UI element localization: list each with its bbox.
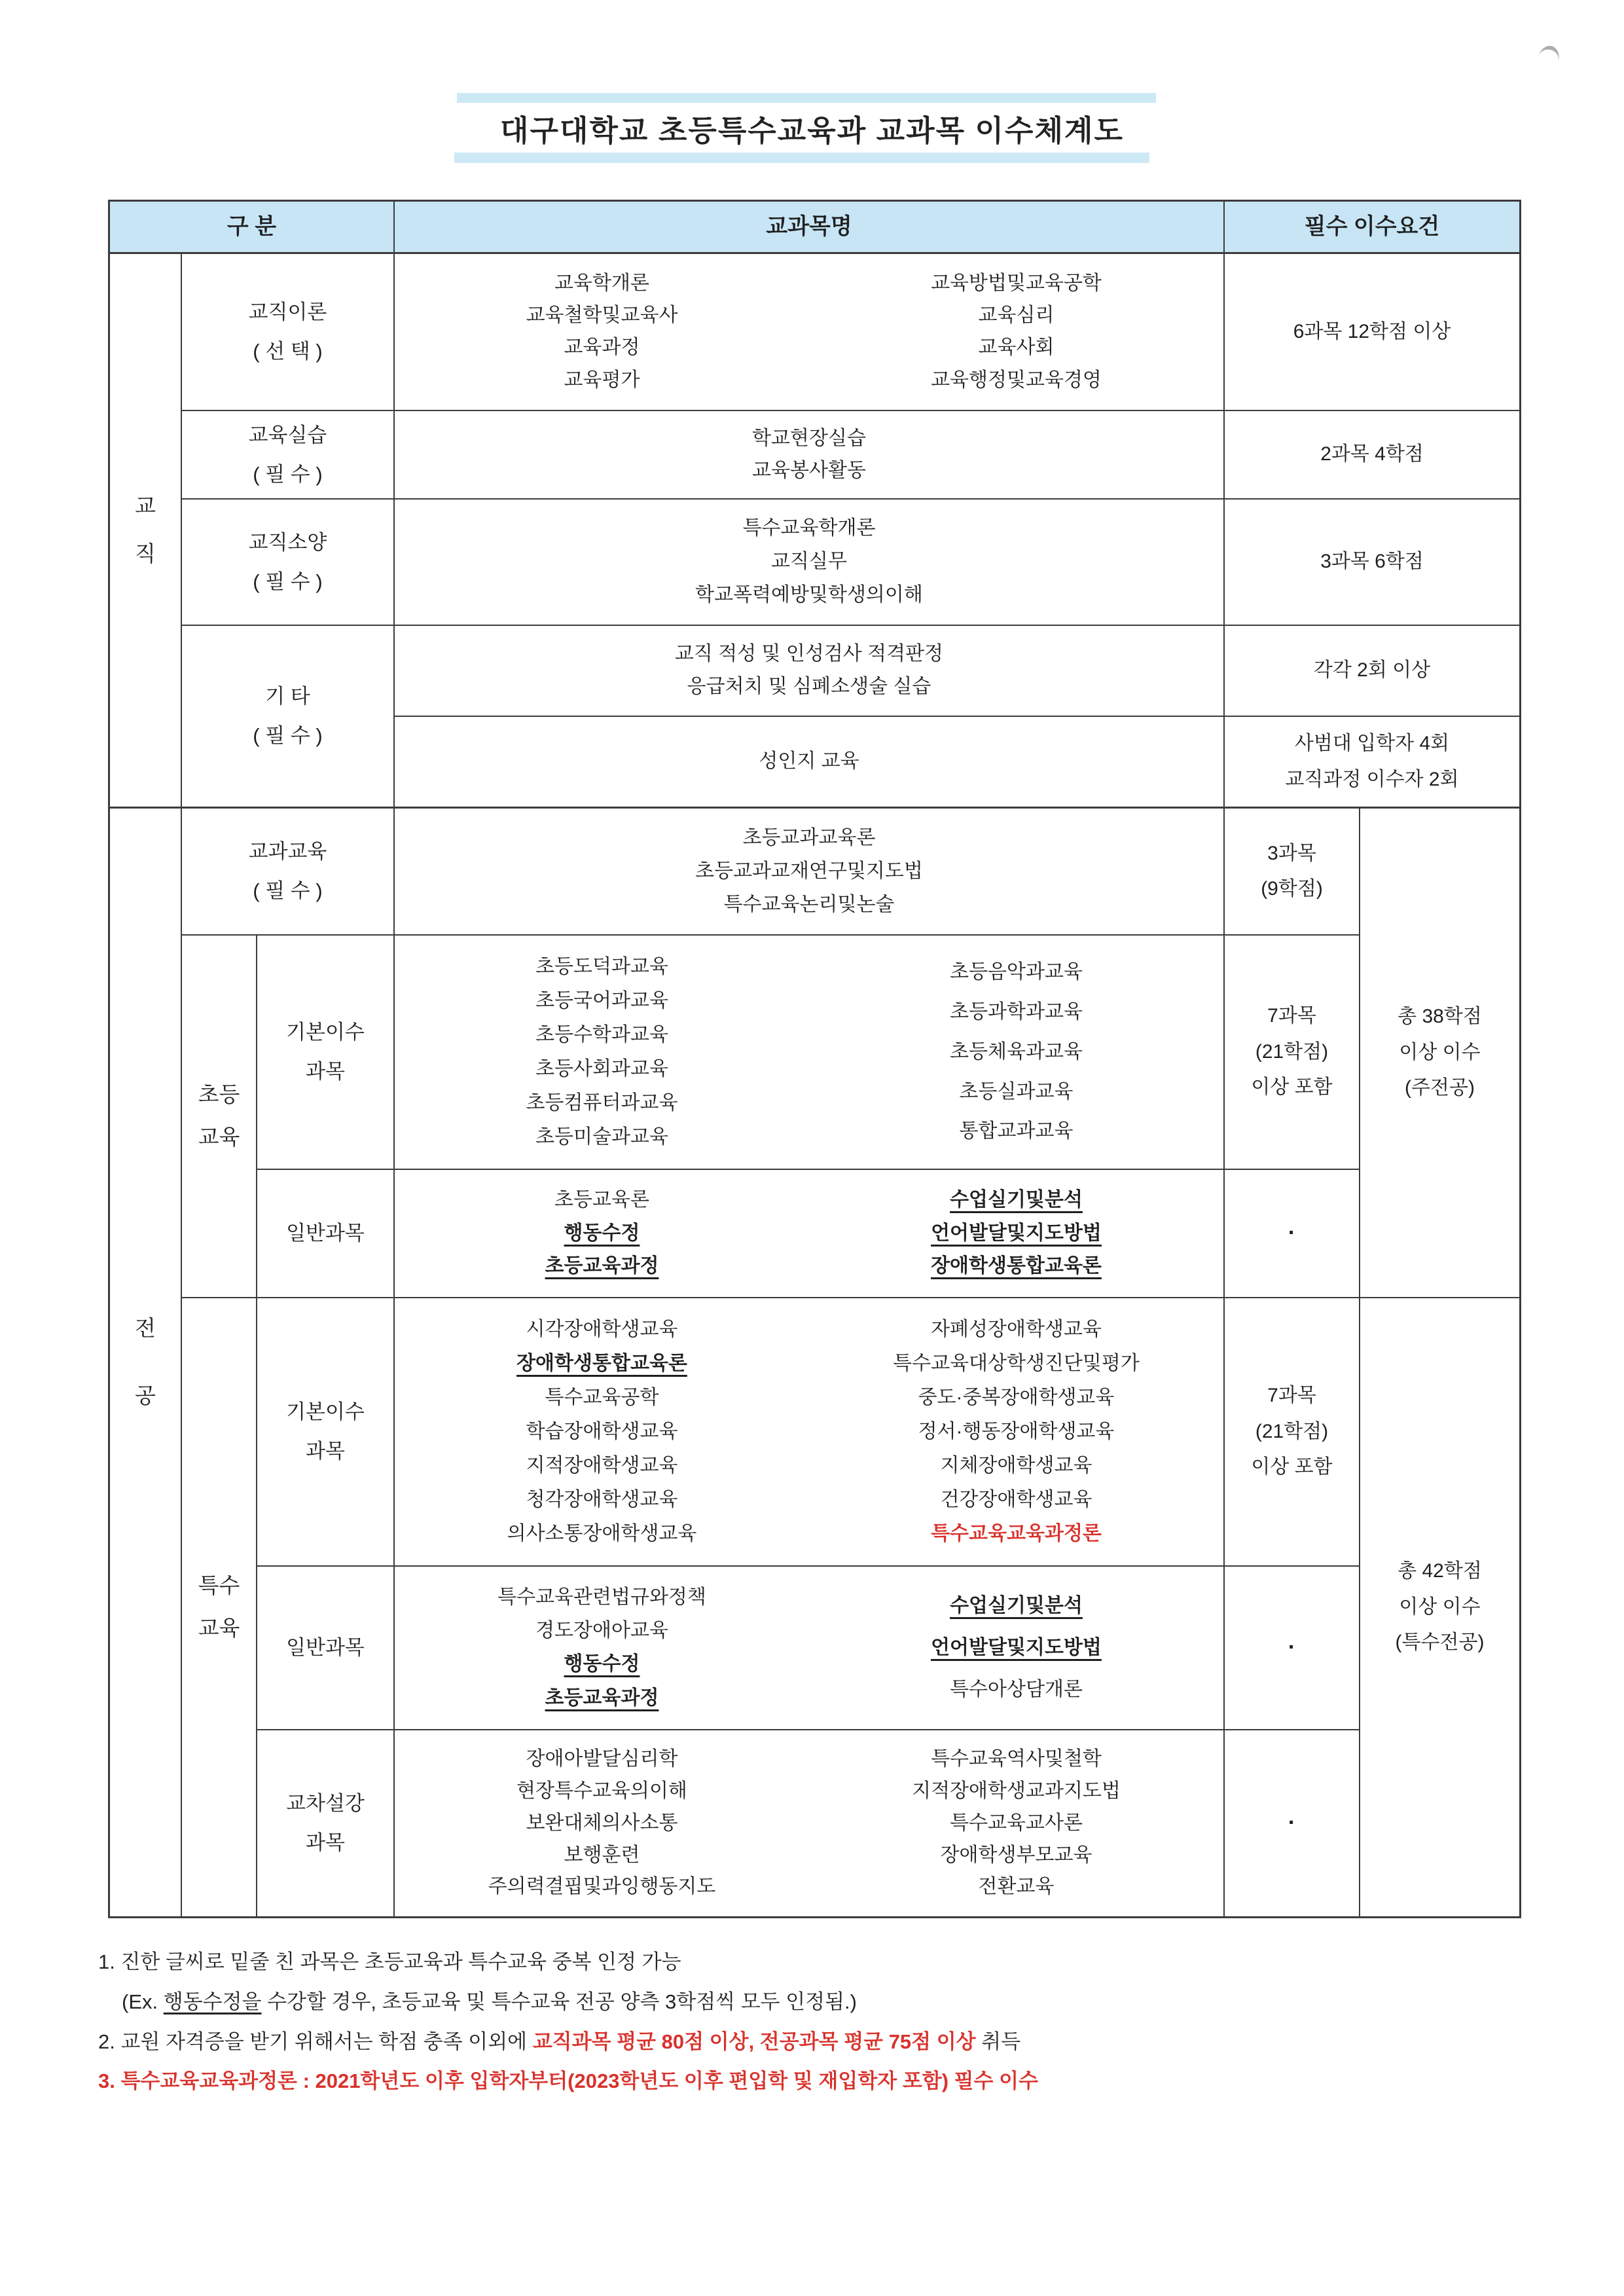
group-label-chodeung: [182, 936, 257, 1298]
group-label-line: 초등: [198, 1082, 240, 1107]
course-item: 행동수정: [564, 1653, 640, 1675]
course-item: 주의력결핍및과잉행동지도: [488, 1876, 716, 1898]
course-item: 교육심리: [978, 304, 1055, 327]
requirement-cell-etc-gender: [1225, 717, 1519, 809]
course-cell-general-sp: [395, 1567, 1225, 1730]
group-label-gyojik: [110, 254, 182, 809]
course-column-left: [395, 936, 809, 1169]
note-3: 3. 특수교육교육과정론 : 2021학년도 이후 입학자부터(2023학년도 이후 편입학 및 재입학자 포함) 필수 이수: [98, 2069, 1039, 2093]
course-column-left: [395, 1567, 809, 1729]
course-item: 중도·중복장애학생교육: [918, 1386, 1115, 1408]
course-item: 현장특수교육의이해: [516, 1780, 687, 1802]
course-item: 특수교육관련법규와정책: [497, 1586, 706, 1608]
course-item: 교육봉사활동: [752, 459, 866, 481]
requirement-cell-soyang: 3과목 6학점: [1225, 500, 1519, 626]
group-label-line: 전: [135, 1316, 156, 1341]
requirement-cell-practice: 2과목 4학점: [1225, 411, 1519, 500]
category-cell-cross: [257, 1730, 395, 1916]
note-1-example: [98, 1990, 1538, 2015]
course-item: 보행훈련: [564, 1844, 640, 1866]
course-item: 특수교육대상학생진단및평가: [893, 1352, 1140, 1374]
category-cell-etc: [182, 626, 395, 809]
course-cell-soyang: [395, 500, 1225, 626]
course-item: 초등수학과교육: [535, 1023, 668, 1046]
total-line: (특수전공): [1395, 1631, 1485, 1654]
course-item: 행동수정: [564, 1222, 640, 1244]
requirement-line: 이상 포함: [1251, 1456, 1333, 1478]
header-cell-requirement: 필수 이수요건: [1225, 202, 1519, 254]
course-item: 수업실기및분석: [950, 1594, 1083, 1616]
requirement-line: 이상 포함: [1251, 1076, 1333, 1099]
course-item: 초등교육과정: [545, 1686, 659, 1709]
category-cell-theory: [182, 254, 395, 411]
course-item: 초등도덕과교육: [535, 955, 668, 977]
course-column-left: [395, 254, 809, 410]
course-cell-etc-tests: [395, 626, 1225, 717]
requirement-line: 7과목: [1267, 1385, 1316, 1407]
course-cell-basic-sp: [395, 1298, 1225, 1567]
total-line: 총 42학점: [1398, 1560, 1482, 1582]
course-column-right: [809, 1730, 1223, 1916]
course-item: 보완대체의사소통: [526, 1812, 678, 1834]
highlight-bar-bottom: [454, 153, 1149, 163]
course-item: 교육평가: [564, 369, 640, 391]
requirement-line: (9학점): [1261, 878, 1323, 900]
course-item: 지적장애학생교과지도법: [912, 1780, 1121, 1802]
course-item: 교육학개론: [554, 272, 649, 294]
category-sublabel: ( 필 수 ): [253, 879, 323, 902]
category-cell-practice: [182, 411, 395, 500]
course-item: 경도장애아교육: [535, 1620, 668, 1642]
requirement-cell-cross: ·: [1225, 1730, 1360, 1916]
requirement-line: 교직과정 이수자 2회: [1285, 768, 1459, 790]
group-label-line: 교육: [198, 1125, 240, 1149]
course-item: 언어발달및지도방법: [931, 1222, 1102, 1244]
total-line: (주전공): [1405, 1077, 1475, 1099]
course-item: 자폐성장애학생교육: [931, 1318, 1102, 1340]
course-item: 초등교육론: [554, 1189, 649, 1211]
course-item: 초등교과교육론: [742, 826, 876, 848]
course-item: 특수교육교사론: [950, 1812, 1083, 1834]
group-label-teuksu: [182, 1298, 257, 1916]
course-item: 특수교육역사및철학: [931, 1748, 1102, 1770]
category-label: 교직소양: [248, 530, 327, 554]
curriculum-table: [108, 200, 1521, 1918]
course-item: 통합교과교육: [959, 1120, 1074, 1142]
course-column-right: [809, 936, 1223, 1169]
course-item: 초등사회과교육: [535, 1057, 668, 1080]
total-line: 이상 이수: [1399, 1595, 1481, 1618]
requirement-cell-etc-tests: 각각 2회 이상: [1225, 626, 1519, 717]
course-item: 장애학생부모교육: [940, 1844, 1092, 1866]
header-cell-category: 구 분: [110, 202, 395, 254]
course-column-left: [395, 1298, 809, 1565]
total-cell-special: [1360, 1298, 1519, 1916]
course-item: 지체장애학생교육: [940, 1454, 1092, 1476]
course-item: 초등실과교육: [959, 1080, 1074, 1102]
course-item: 교직 적성 및 인성검사 적격판정: [674, 643, 944, 665]
course-item: 교육행정및교육경영: [931, 369, 1102, 391]
header-cell-course-name: 교과목명: [395, 202, 1225, 254]
course-cell-theory: [395, 254, 1225, 411]
requirement-cell-basic-elem: [1225, 936, 1360, 1170]
requirement-cell-gyogwa: [1225, 809, 1360, 936]
course-item: 특수교육논리및논술: [723, 893, 895, 915]
course-item: 수업실기및분석: [950, 1189, 1083, 1211]
course-item: 장애아발달심리학: [526, 1748, 678, 1770]
category-label: 교차설강: [286, 1792, 365, 1815]
requirement-line: (21학점): [1255, 1420, 1329, 1442]
scan-pen-mark: [1538, 43, 1562, 62]
course-item: 교육과정: [564, 337, 640, 359]
course-item: 시각장애학생교육: [526, 1318, 678, 1340]
course-item: 교육철학및교육사: [526, 304, 678, 327]
category-label: 기본이수: [286, 1400, 365, 1424]
requirement-cell-basic-sp: [1225, 1298, 1360, 1567]
category-label: 과목: [306, 1831, 345, 1854]
group-label-jeongong: [110, 809, 182, 1916]
note-2: [98, 2030, 1538, 2055]
course-column-right: [809, 1170, 1223, 1297]
course-item: 초등과학과교육: [950, 1001, 1083, 1023]
category-label: 교육실습: [248, 423, 327, 446]
category-cell-basic-elem: [257, 936, 395, 1170]
course-item: 학습장애학생교육: [526, 1420, 678, 1442]
course-item: 성인지 교육: [759, 750, 859, 773]
course-item: 학교현장실습: [752, 428, 866, 449]
course-item: 건강장애학생교육: [940, 1488, 1092, 1510]
course-item: 의사소통장애학생교육: [507, 1522, 697, 1544]
course-item: 초등교과교재연구및지도법: [695, 860, 923, 882]
note-underlined-text: 행동수정을: [163, 1990, 262, 2013]
note-red-text: 교직과목 평균 80점 이상, 전공과목 평균 75점 이상: [532, 2030, 976, 2053]
course-item: 청각장애학생교육: [526, 1488, 678, 1510]
course-column-left: [395, 1730, 809, 1916]
total-cell-elementary: [1360, 809, 1519, 1298]
course-item: 초등국어과교육: [535, 989, 668, 1011]
course-item: 학교폭력예방및학생의이해: [695, 584, 923, 606]
category-cell-basic-sp: [257, 1298, 395, 1567]
category-sublabel: ( 필 수 ): [253, 462, 323, 486]
category-cell-general-sp: [257, 1567, 395, 1730]
category-label: 과목: [306, 1060, 345, 1083]
requirement-line: 사범대 입학자 4회: [1294, 733, 1450, 754]
course-item: 언어발달및지도방법: [931, 1636, 1102, 1658]
category-sublabel: ( 필 수 ): [253, 724, 323, 747]
category-sublabel: ( 필 수 ): [253, 570, 323, 593]
course-item: 초등체육과교육: [950, 1040, 1083, 1063]
course-item: 초등미술과교육: [535, 1125, 668, 1148]
course-item: 지적장애학생교육: [526, 1454, 678, 1476]
category-cell-gyogwa: [182, 809, 395, 936]
note-text: 취득: [975, 2030, 1021, 2053]
requirement-line: 7과목: [1267, 1005, 1316, 1027]
category-cell-general-elem: [257, 1170, 395, 1298]
course-item: 교직실무: [771, 551, 847, 573]
group-label-line: 공: [135, 1383, 156, 1408]
note-text: 수강할 경우, 초등교육 및 특수교육 전공 양측 3학점씩 모두 인정됨.): [261, 1990, 857, 2013]
course-item: 초등음악과교육: [950, 961, 1083, 983]
course-cell-practice: [395, 411, 1225, 500]
group-label-line: 직: [135, 541, 156, 566]
course-item: 장애학생통합교육론: [516, 1352, 687, 1374]
course-item: 정서·행동장애학생교육: [918, 1420, 1115, 1442]
course-cell-etc-gender: [395, 717, 1225, 809]
category-label: 일반과목: [286, 1636, 365, 1660]
group-label-line: 교: [135, 494, 156, 519]
highlight-bar-top: [457, 93, 1156, 103]
course-item: 교육방법및교육공학: [931, 272, 1102, 294]
course-item: 특수교육학개론: [742, 517, 876, 539]
note-text: 2. 교원 자격증을 받기 위해서는 학점 충족 이외에: [98, 2030, 533, 2053]
course-item: 응급처치 및 심폐소생술 실습: [687, 676, 931, 698]
course-item: 전환교육: [978, 1876, 1055, 1898]
group-label-line: 특수: [198, 1573, 240, 1598]
note-1: 1. 진한 글씨로 밑줄 친 과목은 초등교육과 특수교육 중복 인정 가능: [98, 1950, 681, 1973]
total-line: 이상 이수: [1399, 1041, 1481, 1063]
requirement-line: 3과목: [1267, 842, 1316, 864]
course-cell-cross: [395, 1730, 1225, 1916]
course-item: 초등컴퓨터과교육: [526, 1091, 678, 1114]
total-line: 총 38학점: [1398, 1006, 1482, 1028]
course-column-left: [395, 1170, 809, 1297]
category-label: 교과교육: [248, 840, 327, 864]
category-label: 기본이수: [286, 1021, 365, 1044]
category-label: 과목: [306, 1440, 345, 1463]
course-column-right: [809, 254, 1223, 410]
course-column-right: [809, 1298, 1223, 1565]
group-label-line: 교육: [198, 1616, 240, 1640]
course-item: 초등교육과정: [545, 1255, 659, 1277]
course-item: 장애학생통합교육론: [931, 1255, 1102, 1277]
category-label: 교직이론: [248, 301, 327, 324]
requirement-cell-general-sp: ·: [1225, 1567, 1360, 1730]
requirement-cell-general-elem: ·: [1225, 1170, 1360, 1298]
course-cell-basic-elem: [395, 936, 1225, 1170]
requirement-cell-theory: 6과목 12학점 이상: [1225, 254, 1519, 411]
category-sublabel: ( 선 택 ): [253, 340, 323, 363]
course-column-right: [809, 1567, 1223, 1729]
category-label: 기 타: [265, 685, 310, 708]
course-cell-gyogwa: [395, 809, 1225, 936]
course-item: 특수교육교육과정론: [931, 1522, 1102, 1544]
category-label: 일반과목: [286, 1222, 365, 1245]
page-title: 대구대학교 초등특수교육과 교과목 이수체계도: [500, 114, 1124, 147]
course-item: 교육사회: [978, 337, 1055, 359]
note-text: (Ex.: [122, 1990, 164, 2013]
course-item: 특수교육공학: [545, 1386, 659, 1408]
category-cell-soyang: [182, 500, 395, 626]
requirement-line: (21학점): [1255, 1040, 1329, 1063]
footnotes: [98, 1950, 1538, 2094]
course-item: 특수아상담개론: [950, 1678, 1083, 1700]
course-cell-general-elem: [395, 1170, 1225, 1298]
